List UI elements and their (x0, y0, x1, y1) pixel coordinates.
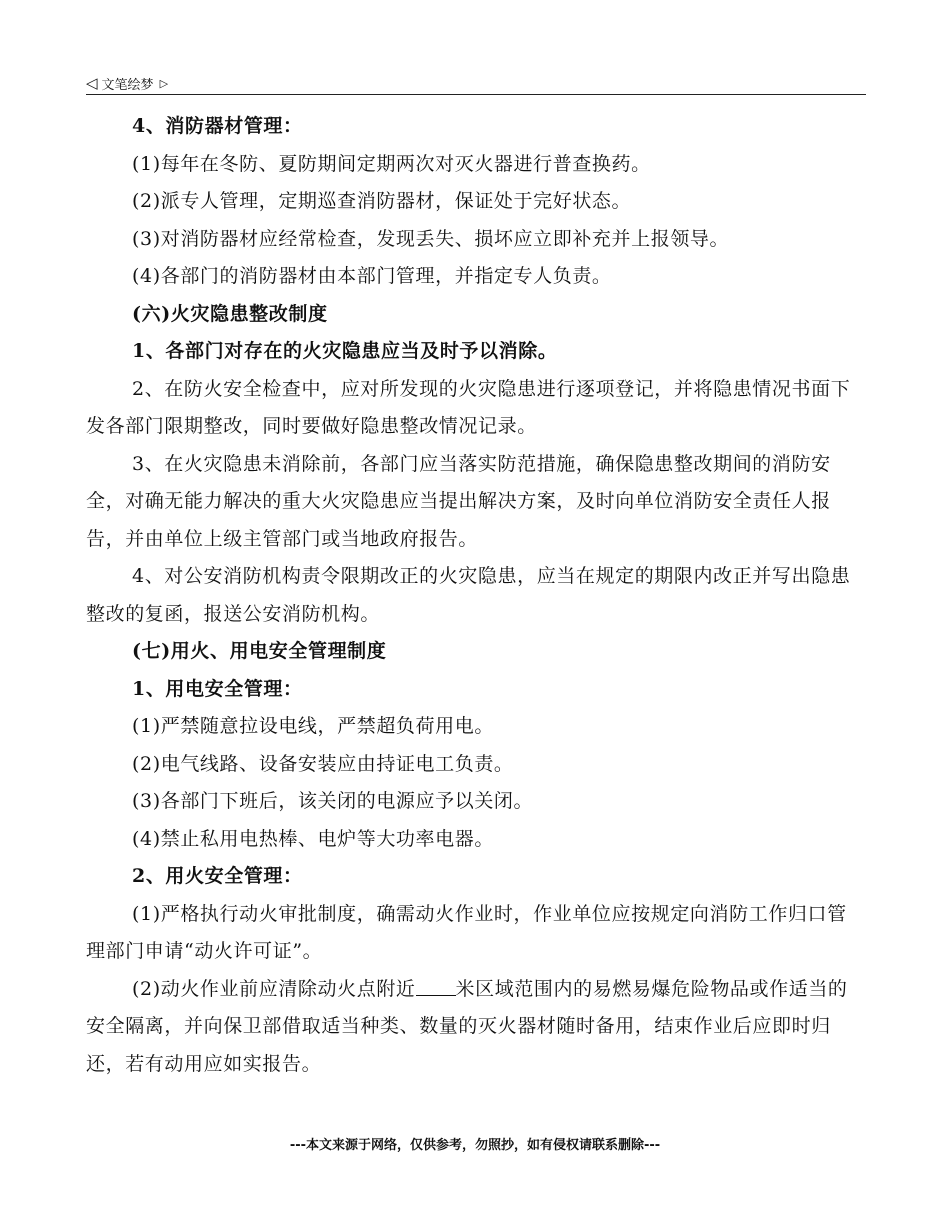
heading-equipment-management: 4、消防器材管理： (132, 115, 303, 137)
section-heading-hazard-rectification: (六)火灾隐患整改制度 (132, 302, 328, 325)
list-item: (3)对消防器材应经常检查，发现丢失、损坏应立即补充并上报领导。 (132, 227, 730, 250)
footer-disclaimer: ---本文来源于网络，仅供参考，勿照抄，如有侵权请联系删除--- (289, 1138, 661, 1153)
triangle-right-icon: ▷ (159, 76, 169, 90)
document-body (86, 108, 866, 1083)
list-item: (4)各部门的消防器材由本部门管理，并指定专人负责。 (132, 265, 612, 287)
section-heading-fire-electric-safety: (七)用火、用电安全管理制度 (132, 640, 387, 662)
list-item: (2)派专人管理，定期巡查消防器材，保证处于完好状态。 (132, 190, 632, 212)
list-item-text: 米区域范围内的易燃易爆危险物品或作适当的安全隔离，并向保卫部借取适当种类、数量的灭火器材随时备用，结束作业后应即时归还，若有动用应如实报告。 (86, 977, 848, 1075)
paragraph: 4、对公安消防机构责令限期改正的火灾隐患，应当在规定的期限内改正并写出隐患整改的复函，报送公安消防机构。 (86, 565, 851, 625)
bold-paragraph: 1、各部门对存在的火灾隐患应当及时予以消除。 (132, 340, 558, 362)
list-item: (1)严禁随意拉设电线，严禁超负荷用电。 (132, 715, 494, 737)
list-item: (1)严格执行动火审批制度，确需动火作业时，作业单位应按规定向消防工作归口管理部门申请“动火许可证”。 (86, 902, 847, 962)
list-item: (1)每年在冬防、夏防期间定期两次对灭火器进行普查换药。 (132, 152, 651, 175)
triangle-left-icon: ◁ (86, 74, 98, 92)
page-header (86, 72, 866, 95)
heading-fire-safety: 2、用火安全管理： (132, 865, 303, 887)
list-item: (3)各部门下班后，该关闭的电源应予以关闭。 (132, 790, 534, 812)
list-item (86, 971, 866, 1084)
paragraph: 2、在防火安全检查中，应对所发现的火灾隐患进行逐项登记，并将隐患情况书面下发各部门限期整改，同时要做好隐患整改情况记录。 (86, 377, 851, 437)
header-title: 文笔绘梦 (101, 77, 154, 93)
heading-electric-safety: 1、用电安全管理： (132, 677, 303, 700)
list-item: (4)禁止私用电热棒、电炉等大功率电器。 (132, 827, 494, 850)
list-item-text: (2)动火作业前应清除动火点附近 (132, 977, 416, 1000)
list-item: (2)电气线路、设备安装应由持证电工负责。 (132, 752, 514, 775)
fill-in-blank (416, 979, 456, 996)
paragraph: 3、在火灾隐患未消除前，各部门应当落实防范措施，确保隐患整改期间的消防安全，对确无能力解决的重大火灾隐患应当提出解决方案，及时向单位消防安全责任人报告，并由单位上级主管部门或当地政府报告。 (86, 452, 831, 550)
